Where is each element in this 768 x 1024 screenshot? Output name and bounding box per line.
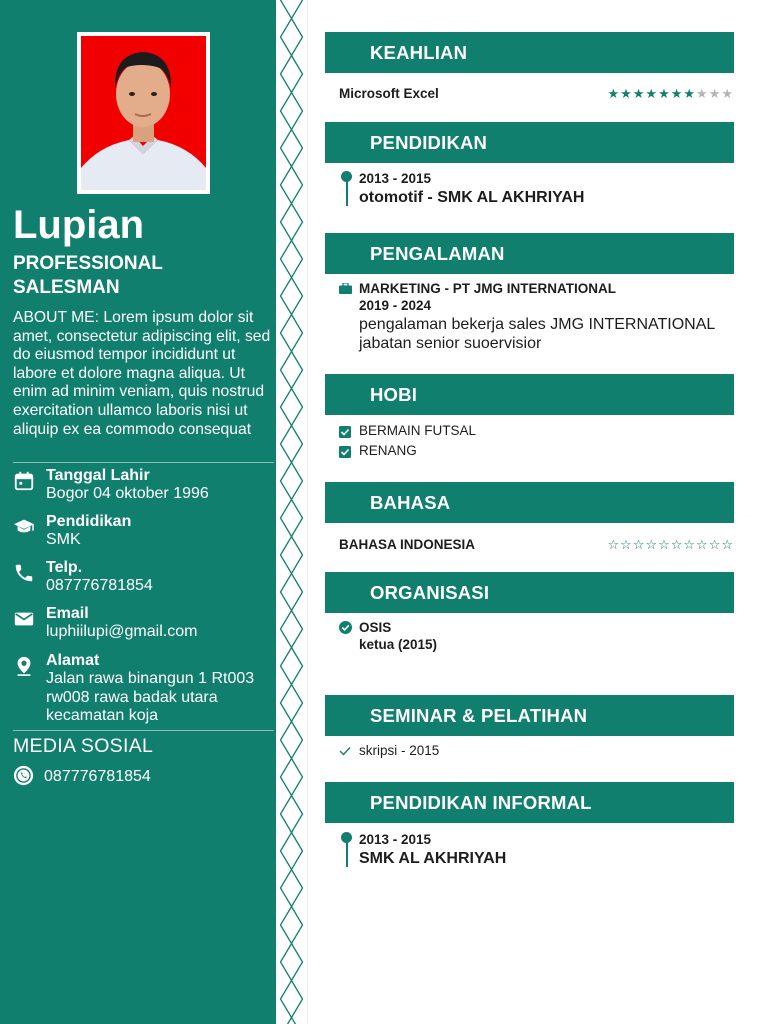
contact-education-value: SMK [46,531,81,548]
diamond-pattern [276,0,307,1024]
rating-star-icon: ☆ [708,537,722,552]
diamond-shape [281,722,303,759]
education-period: 2013 - 2015 [359,171,432,186]
contact-address-label: Alamat [46,652,100,669]
profile-photo [77,32,210,194]
section-experience-header: PENGALAMAN [325,233,734,274]
diamond-shape [281,463,303,500]
diamond-shape [281,0,303,19]
diamond-shape [281,537,303,574]
informal-education-detail: SMK AL AKHRIYAH [359,850,507,867]
diamond-shape [281,907,303,944]
diamond-shape [281,56,303,93]
rating-star-icon: ☆ [645,537,659,552]
diamond-shape [281,167,303,204]
contact-email-label: Email [46,605,89,622]
rating-star-icon: ☆ [607,537,621,552]
rating-star-icon: ☆ [721,537,734,552]
diamond-shape [281,796,303,833]
diamond-shape [281,648,303,685]
diamond-shape [281,833,303,870]
section-seminars-header: SEMINAR & PELATIHAN [325,695,734,736]
contact-birth-label: Tanggal Lahir [46,467,150,484]
section-hobbies-header: HOBI [325,374,734,415]
skill-name: Microsoft Excel [339,86,439,101]
experience-description: pengalaman bekerja sales JMG INTERNATIONAL jabatan senior suoervisior [359,316,715,352]
hobby-label: RENANG [359,443,417,458]
rating-star-icon: ☆ [632,537,646,552]
whatsapp-icon [13,765,34,786]
contact-phone-value: 087776781854 [46,577,153,594]
informal-education-period: 2013 - 2015 [359,832,432,847]
rating-star-icon: ☆ [683,537,697,552]
rating-star-icon: ☆ [670,537,684,552]
experience-role: MARKETING - PT JMG INTERNATIONAL [359,281,616,296]
section-languages-header: BAHASA [325,482,734,523]
skill-rating [607,86,734,102]
section-skills-header: KEAHLIAN [325,32,734,73]
rating-star-icon: ★ [645,86,659,101]
diamond-shape [281,685,303,722]
language-rating [607,537,734,553]
rating-star-icon: ★ [708,86,722,101]
rating-star-icon: ★ [683,86,697,101]
contact-phone-label: Telp. [46,559,83,576]
rating-star-icon: ★ [696,86,709,101]
sidebar [0,0,276,1024]
organization-role: ketua (2015) [359,637,438,652]
rating-star-icon: ☆ [696,537,709,552]
sidebar-divider [13,730,274,731]
profile-name: Lupian [13,203,145,247]
diamond-shape [281,759,303,796]
decorative-diamond-strip [276,0,308,1024]
rating-star-icon: ★ [658,86,671,101]
diamond-shape [281,611,303,648]
diamond-shape [281,1018,303,1024]
briefcase-icon [339,283,352,294]
diamond-shape [281,19,303,56]
checkbox-checked-icon [339,446,351,458]
experience-period: 2019 - 2024 [359,298,432,313]
diamond-shape [281,278,303,315]
rating-star-icon: ☆ [620,537,633,552]
hobby-label: BERMAIN FUTSAL [359,423,477,438]
diamond-shape [281,500,303,537]
diamond-shape [281,574,303,611]
education-detail: otomotif - SMK AL AKHRIYAH [359,189,585,206]
diamond-shape [281,315,303,352]
diamond-shape [281,870,303,907]
rating-star-icon: ★ [607,86,621,101]
diamond-shape [281,944,303,981]
sidebar-divider [13,462,274,463]
diamond-shape [281,352,303,389]
rating-star-icon: ★ [670,86,684,101]
contact-address-value: Jalan rawa binangun 1 Rt003 rw008 rawa badak utara kecamatan koja [46,670,255,724]
organization-name: OSIS [359,620,392,635]
diamond-shape [281,389,303,426]
section-informal-education-header: PENDIDIKAN INFORMAL [325,782,734,823]
profile-title: PROFESSIONAL SALESMAN [13,253,163,298]
graduation-cap-icon [13,516,35,538]
diamond-shape [281,204,303,241]
profile-portrait-image [81,36,206,190]
section-education-header: PENDIDIKAN [325,122,734,163]
diamond-shape [281,981,303,1018]
seminar-label: skripsi - 2015 [359,743,440,758]
contact-birth-value: Bogor 04 oktober 1996 [46,485,209,502]
check-icon [339,746,351,756]
contact-email-value[interactable]: luphiilupi@gmail.com [46,623,198,640]
diamond-shape [281,130,303,167]
diamond-shape [281,93,303,130]
diamond-shape [281,241,303,278]
calendar-icon [13,470,35,492]
social-whatsapp-number[interactable]: 087776781854 [44,768,151,785]
section-organizations-header: ORGANISASI [325,572,734,613]
about-me-text: ABOUT ME: Lorem ipsum dolor sit amet, consectetur adipiscing elit, sed do eiusmod tempor incididunt ut labore et dolore magna aliqua. Ut enim ad minim veniam, quis nostrud exercitation ullamco laboris nisi ut aliquip ex ea commodo consequat [13,309,271,438]
rating-star-icon: ★ [632,86,646,101]
rating-star-icon: ★ [620,86,633,101]
check-circle-icon [339,621,352,634]
phone-icon [13,562,35,584]
contact-education-label: Pendidikan [46,513,132,530]
social-media-title: MEDIA SOSIAL [13,735,154,757]
mail-icon [13,608,35,630]
diamond-shape [281,426,303,463]
location-pin-icon [13,655,35,677]
checkbox-checked-icon [339,426,351,438]
rating-star-icon: ☆ [658,537,671,552]
timeline-line [346,180,348,206]
timeline-line [346,841,348,867]
language-name: BAHASA INDONESIA [339,537,476,552]
rating-star-icon: ★ [721,86,734,101]
